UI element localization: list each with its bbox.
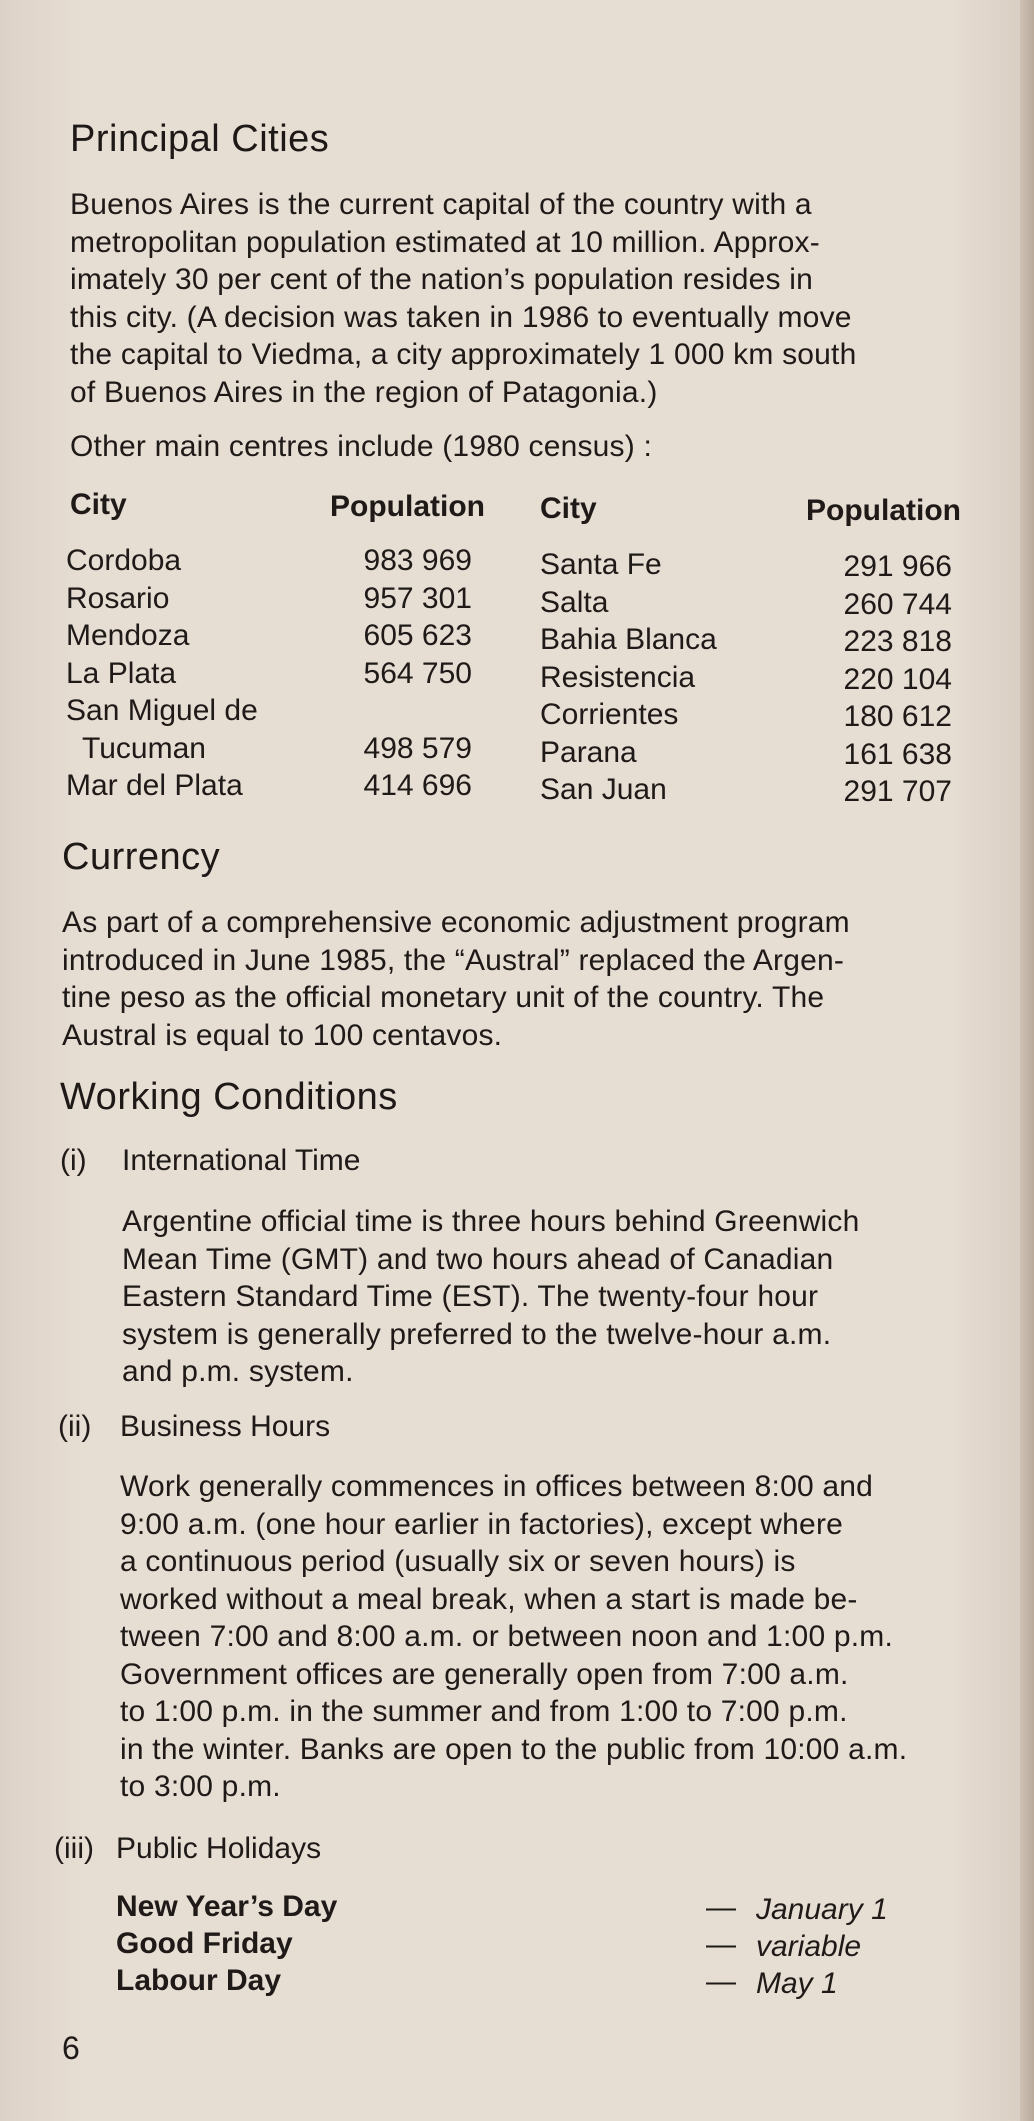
holiday-name: Good Friday bbox=[116, 1927, 293, 1960]
item-title-business-hours: Business Hours bbox=[120, 1410, 331, 1443]
table-cell-population: 180 612 bbox=[843, 700, 952, 733]
table-header-population-left: Population bbox=[330, 490, 485, 523]
table-cell-population: 983 969 bbox=[363, 544, 472, 577]
section-heading-currency: Currency bbox=[62, 836, 221, 878]
table-cell-city: Corrientes bbox=[540, 698, 679, 731]
table-cell-city: Tucuman bbox=[82, 731, 206, 765]
table-cell-population: 260 744 bbox=[843, 587, 952, 621]
table-cell-population: 957 301 bbox=[363, 581, 472, 615]
paragraph-line: the capital to Viedma, a city approximately 1 000 km south bbox=[70, 338, 857, 371]
paragraph-line: of Buenos Aires in the region of Patagonia.) bbox=[70, 375, 658, 409]
table-cell-population: 161 638 bbox=[843, 737, 952, 771]
paragraph-line: Austral is equal to 100 centavos. bbox=[62, 1018, 503, 1052]
table-cell-population: 414 696 bbox=[363, 769, 472, 802]
table-header-city-right: City bbox=[540, 492, 597, 525]
item-marker: (ii) bbox=[58, 1410, 92, 1443]
paragraph-line: metropolitan population estimated at 10 million. Approx- bbox=[70, 225, 820, 259]
paragraph-line: this city. (A decision was taken in 1986 to eventually move bbox=[70, 300, 852, 334]
paragraph-line: introduced in June 1985, the “Austral” replaced the Argen- bbox=[62, 943, 845, 977]
table-column-population-left bbox=[300, 542, 472, 805]
page-edge bbox=[1020, 0, 1034, 2121]
table-cell-city: Parana bbox=[540, 735, 637, 769]
table-cell-population: 223 818 bbox=[843, 625, 952, 658]
paragraph-line: Eastern Standard Time (EST). The twenty-four hour bbox=[122, 1280, 819, 1313]
table-column-city-left bbox=[66, 542, 258, 805]
paragraph-line: to 1:00 p.m. in the summer and from 1:00 to 7:00 p.m. bbox=[120, 1695, 848, 1728]
principal-cities-paragraph bbox=[70, 186, 856, 411]
paragraph-line: Government offices are generally open from 7:00 a.m. bbox=[120, 1657, 849, 1691]
table-column-population-right bbox=[780, 548, 952, 811]
currency-paragraph bbox=[62, 904, 850, 1054]
table-cell-city: Mar del Plata bbox=[66, 769, 243, 802]
page-number: 6 bbox=[62, 2030, 80, 2066]
paragraph-line: 9:00 a.m. (one hour earlier in factories), except where bbox=[120, 1507, 844, 1541]
table-cell-population bbox=[300, 692, 472, 730]
holiday-date: May 1 bbox=[756, 1967, 838, 2000]
paragraph-line: tween 7:00 and 8:00 a.m. or between noon and 1:00 p.m. bbox=[120, 1620, 894, 1653]
item-marker: (i) bbox=[60, 1144, 87, 1177]
table-cell-city: Santa Fe bbox=[540, 548, 662, 581]
table-cell-city: Resistencia bbox=[540, 660, 696, 694]
table-cell-population: 605 623 bbox=[363, 619, 472, 652]
table-cell-city: Cordoba bbox=[66, 544, 182, 577]
table-cell-population: 498 579 bbox=[363, 731, 472, 765]
holiday-dash: — bbox=[706, 1928, 736, 1961]
table-cell-population: 564 750 bbox=[363, 656, 472, 690]
census-intro: Other main centres include (1980 census) : bbox=[70, 430, 653, 463]
paragraph-line: and p.m. system. bbox=[122, 1355, 354, 1388]
item-marker: (iii) bbox=[54, 1832, 94, 1865]
holiday-date: January 1 bbox=[756, 1893, 888, 1926]
item-title-public-holidays: Public Holidays bbox=[116, 1832, 322, 1865]
table-cell-city: Mendoza bbox=[66, 619, 190, 652]
paragraph-line: system is generally preferred to the twelve-hour a.m. bbox=[122, 1317, 832, 1351]
table-column-city-right bbox=[540, 546, 717, 809]
holiday-dash: — bbox=[706, 1891, 736, 1924]
business-hours-paragraph bbox=[120, 1468, 907, 1806]
holiday-date: variable bbox=[756, 1930, 862, 1963]
paragraph-line: to 3:00 p.m. bbox=[120, 1770, 281, 1803]
paragraph-line: tine peso as the official monetary unit of the country. The bbox=[62, 981, 825, 1014]
paragraph-line: a continuous period (usually six or seven hours) is bbox=[120, 1545, 796, 1578]
table-header-city-left: City bbox=[70, 488, 127, 521]
paragraph-line: As part of a comprehensive economic adjustment program bbox=[62, 906, 850, 939]
table-cell-city: La Plata bbox=[66, 656, 177, 690]
holiday-name: Labour Day bbox=[116, 1964, 282, 1997]
table-cell-city: Rosario bbox=[66, 581, 170, 615]
table-header-population-right: Population bbox=[806, 494, 961, 527]
table-cell-population: 291 966 bbox=[843, 550, 952, 583]
paragraph-line: worked without a meal break, when a start is made be- bbox=[120, 1582, 858, 1616]
table-cell-population: 220 104 bbox=[843, 662, 952, 696]
international-time-paragraph bbox=[122, 1203, 860, 1391]
table-cell-city: San Juan bbox=[540, 773, 667, 806]
item-title-international-time: International Time bbox=[122, 1144, 361, 1177]
holiday-name: New Year’s Day bbox=[116, 1890, 338, 1923]
table-cell-city: Bahia Blanca bbox=[540, 623, 717, 656]
section-heading-working-conditions: Working Conditions bbox=[60, 1076, 398, 1118]
paragraph-line: Buenos Aires is the current capital of the country with a bbox=[70, 188, 812, 221]
holiday-dash: — bbox=[706, 1965, 736, 1998]
table-cell-city: Salta bbox=[540, 585, 609, 619]
paragraph-line: Mean Time (GMT) and two hours ahead of Canadian bbox=[122, 1242, 834, 1276]
paragraph-line: in the winter. Banks are open to the public from 10:00 a.m. bbox=[120, 1732, 908, 1766]
section-heading-principal-cities: Principal Cities bbox=[70, 118, 330, 160]
paragraph-line: imately 30 per cent of the nation’s population resides in bbox=[70, 263, 813, 296]
paragraph-line: Work generally commences in offices between 8:00 and bbox=[120, 1470, 874, 1503]
table-cell-city: San Miguel de bbox=[66, 694, 258, 727]
paragraph-line: Argentine official time is three hours behind Greenwich bbox=[122, 1205, 860, 1238]
table-cell-population: 291 707 bbox=[843, 775, 952, 808]
